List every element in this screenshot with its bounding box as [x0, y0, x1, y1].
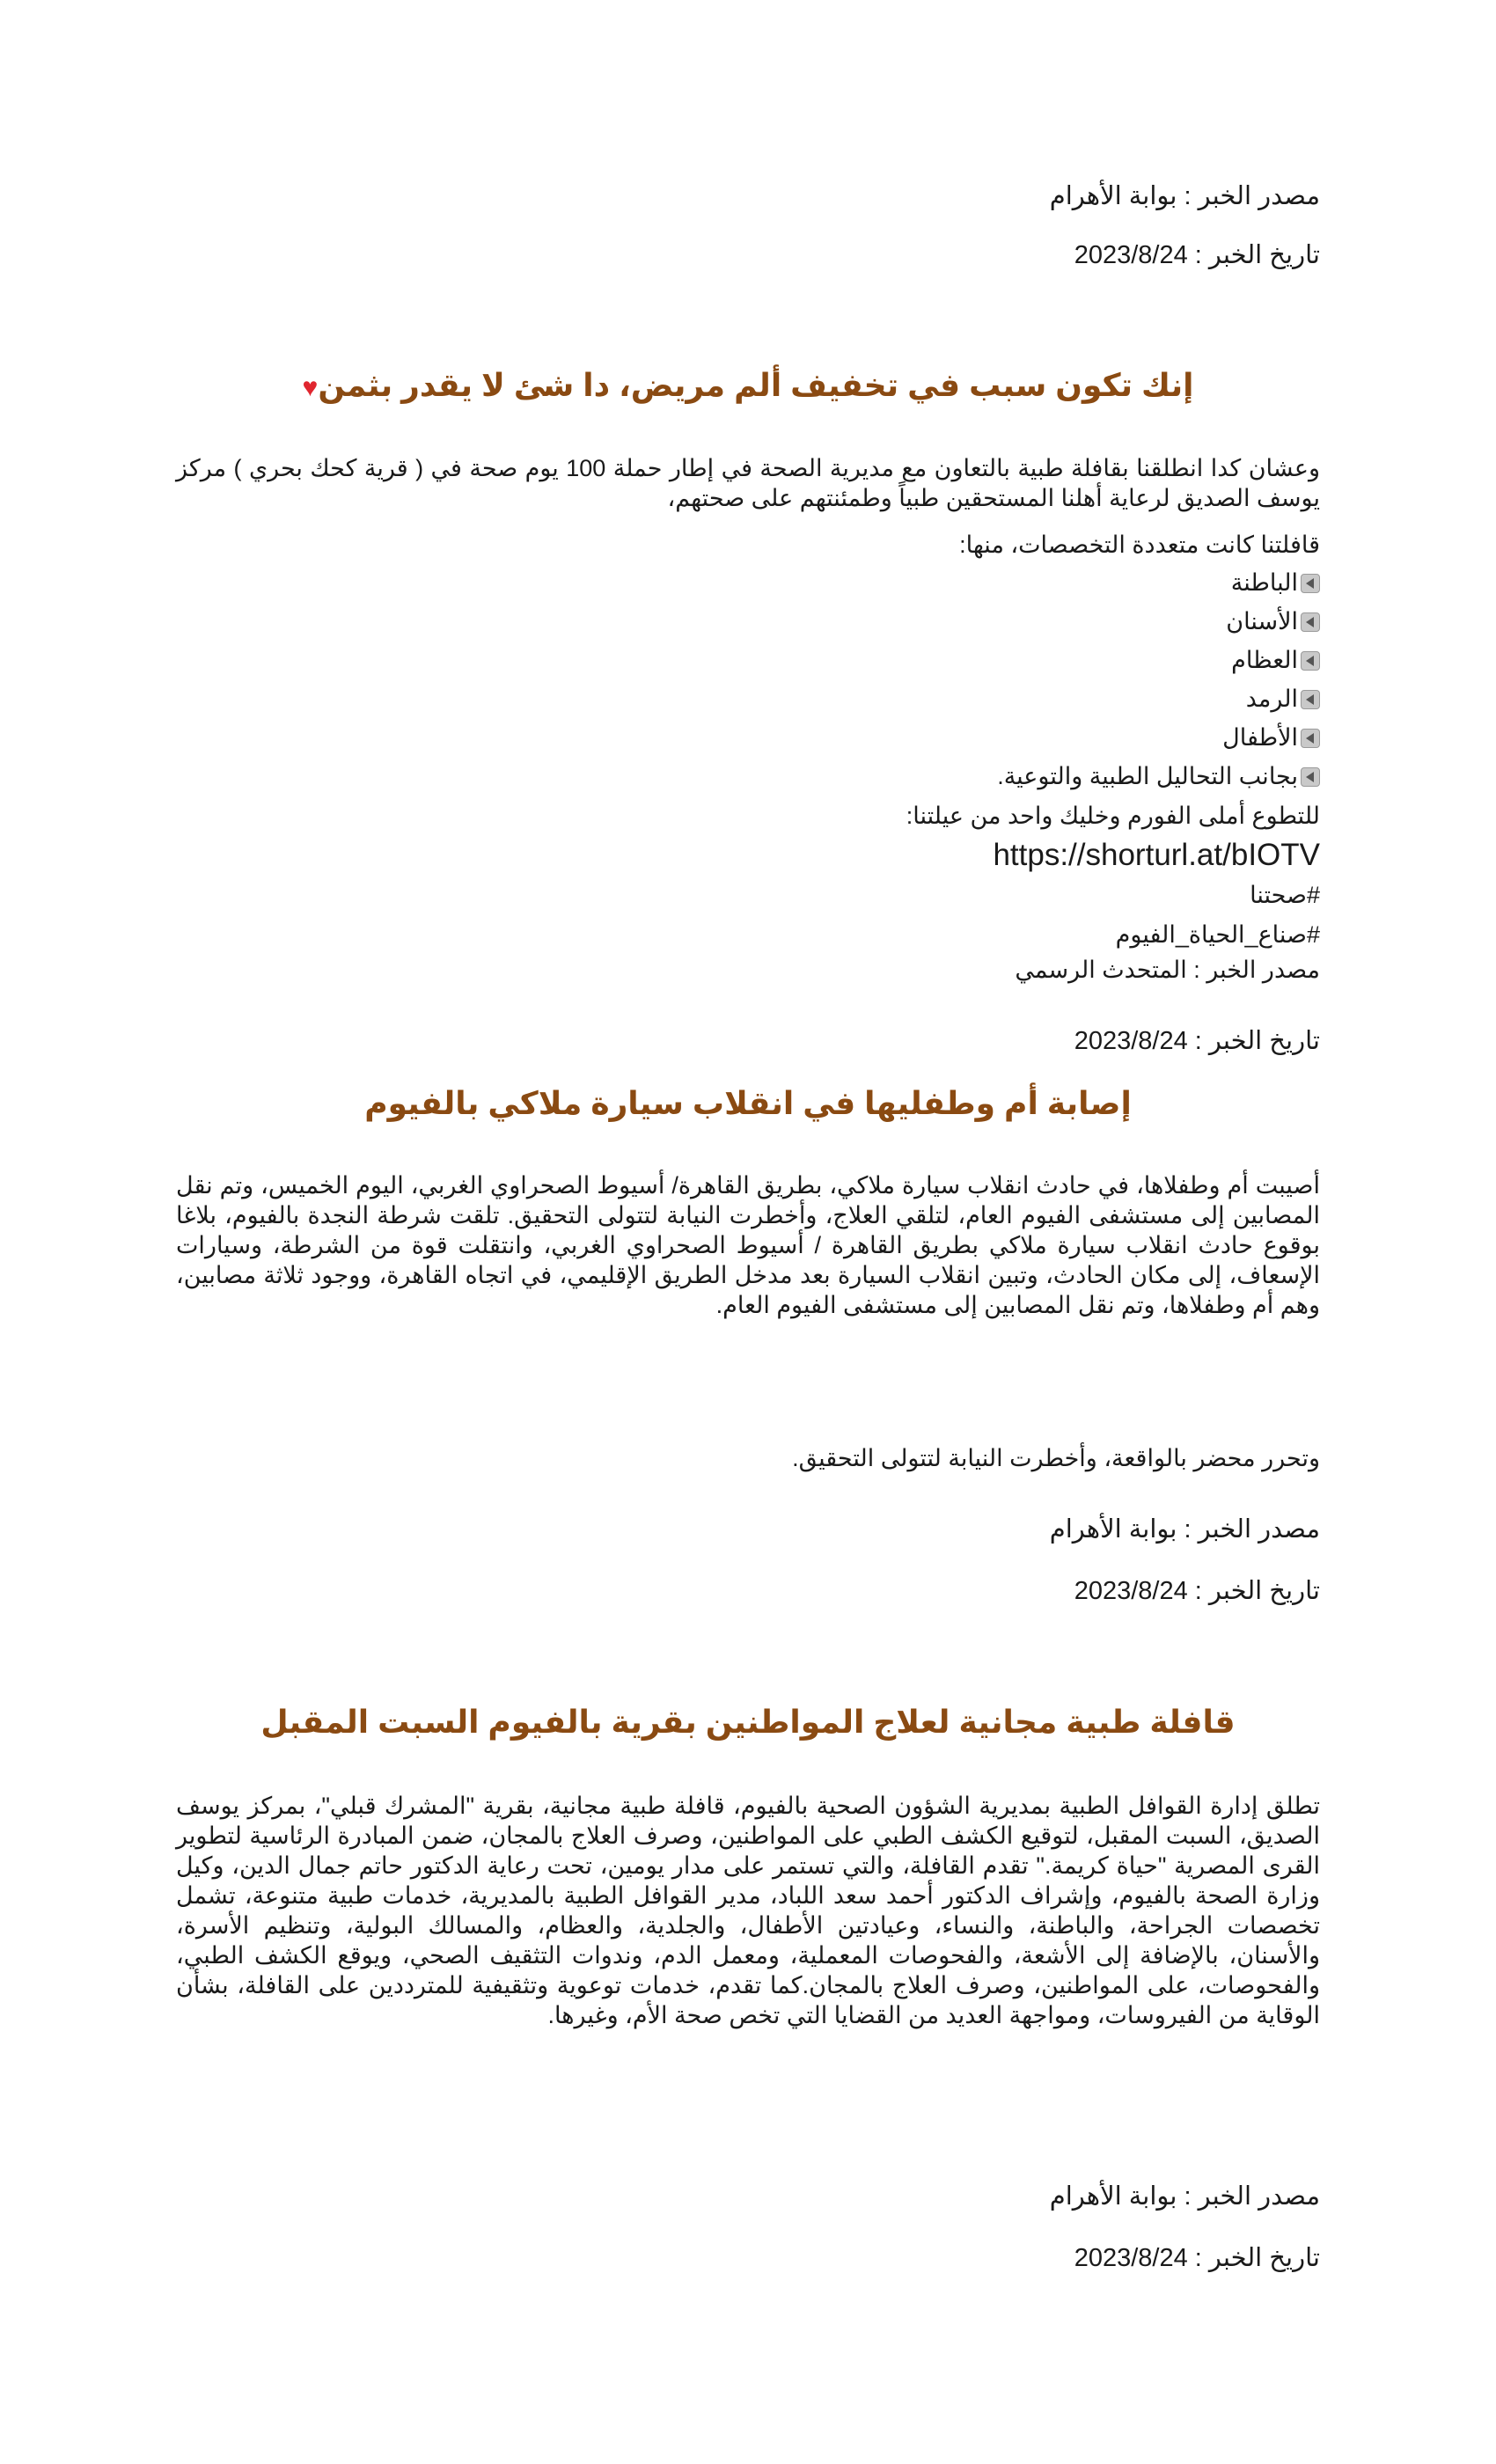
article-2-body: أصيبت أم وطفلاها، في حادث انقلاب سيارة ملاكي، بطريق القاهرة/ أسيوط الصحراوي الغربي، اليوم الخميس، وتم نقل المصابين إلى مستشفى الفيوم العام، لتلقي العلاج، وأخطرت النيابة لتتولى التحقيق. تلقت شرطة النجدة بالفيوم، بلاغا بوقوع حادث انقلاب سيارة ملاكي بطريق القاهرة / أسيوط الصحراوي الغربي، وانتقلت قوة من الشرطة، وسيارات الإسعاف، إلى مكان الحادث، وتبين انقلاب السيارة بعد مدخل الطريق الإقليمي، في اتجاه القاهرة، ووجود ثلاثة مصابين، وهم أم وطفلاها، وتم نقل المصابين إلى مستشفى الفيوم العام.: [176, 1172, 1320, 1318]
article-3-headline: قافلة طبية مجانية لعلاج المواطنين بقرية بالفيوم السبت المقبل: [260, 1704, 1236, 1740]
list-item: الأطفال: [1222, 722, 1320, 752]
list-item: الرمد: [1246, 684, 1320, 714]
document-page: [176, 0, 1320, 2464]
news-date: تاريخ الخبر : 2023/8/24: [1074, 241, 1320, 269]
news-date: تاريخ الخبر : 2023/8/24: [1074, 2244, 1320, 2272]
volunteer-text: للتطوع أملى الفورم وخليك واحد من عيلتنا:: [906, 803, 1320, 829]
reverse-button-icon: [1301, 651, 1320, 671]
reverse-button-icon: [1301, 690, 1320, 709]
article-1-headline: [176, 366, 1320, 407]
article-1-headline-text: إنك تكون سبب في تخفيف ألم مريض، دا شئ لا يقدر بثمن: [318, 367, 1194, 403]
article-2-closing: وتحرر محضر بالواقعة، وأخطرت النيابة لتتولى التحقيق.: [792, 1445, 1320, 1471]
article-3-body: تطلق إدارة القوافل الطبية بمديرية الشؤون الصحية بالفيوم، قافلة طبية مجانية، بقرية "المشرك قبلي"، بمركز يوسف الصديق، السبت المقبل، لتوقيع الكشف الطبي على المواطنين، وصرف العلاج بالمجان، ضمن المبادرة الرئاسية لتطوير القرى المصرية "حياة كريمة." تقدم القافلة، والتي تستمر على مدار يومين، تحت رعاية الدكتور حاتم جمال الدين، وكيل وزارة الصحة بالفيوم، وإشراف الدكتور أحمد سعد اللباد، مدير القوافل الطبية بالمديرية، خدمات طبية متنوعة، تشمل تخصصات الجراحة، والباطنة، والنساء، وعيادتين الأطفال، والجلدية، والعظام، والمسالك البولية، وتنظيم الأسرة، والأسنان، بالإضافة إلى الأشعة، والفحوصات المعملية، ومعمل الدم، وندوات التثقيف الصحي، ويوقع الكشف الطبي، والفحوصات، على المواطنين، وصرف العلاج بالمجان.كما تقدم، خدمات توعوية وتثقيفية للمترددين على القافلة، بشأن الوقاية من الفيروسات، ومواجهة العديد من القضايا التي تخص صحة الأم، وغيرها.: [176, 1793, 1320, 2028]
hashtag[interactable]: #صناع_الحياة_الفيوم: [1115, 921, 1320, 948]
reverse-button-icon: [1301, 729, 1320, 748]
heart-icon: ♥: [302, 373, 319, 402]
list-item: الباطنة: [1231, 568, 1320, 598]
reverse-button-icon: [1301, 612, 1320, 632]
news-date: تاريخ الخبر : 2023/8/24: [1074, 1027, 1320, 1055]
list-item: الأسنان: [1226, 606, 1320, 636]
list-item: بجانب التحاليل الطبية والتوعية.: [997, 761, 1320, 791]
news-source: مصدر الخبر : بوابة الأهرام: [1049, 1515, 1320, 1544]
news-source: مصدر الخبر : بوابة الأهرام: [1049, 182, 1320, 210]
reverse-button-icon: [1301, 767, 1320, 787]
volunteer-form-link[interactable]: https://shorturl.at/bIOTV: [993, 838, 1320, 872]
news-date: تاريخ الخبر : 2023/8/24: [1074, 1577, 1320, 1605]
article-1-specialties-intro: قافلتنا كانت متعددة التخصصات، منها:: [959, 532, 1320, 558]
news-source: مصدر الخبر : بوابة الأهرام: [1049, 2182, 1320, 2211]
news-source: مصدر الخبر : المتحدث الرسمي: [1015, 957, 1320, 983]
article-1-intro: وعشان كدا انطلقنا بقافلة طبية بالتعاون مع مديرية الصحة في إطار حملة 100 يوم صحة في ( قرية كحك بحري ) مركز يوسف الصديق لرعاية أهلنا المستحقين طبياً وطمئنتهم على صحتهم،: [176, 455, 1320, 511]
article-2-headline: إصابة أم وطفليها في انقلاب سيارة ملاكي بالفيوم: [364, 1085, 1132, 1121]
list-item: العظام: [1231, 645, 1320, 675]
reverse-button-icon: [1301, 574, 1320, 593]
hashtag[interactable]: #صحتنا: [1250, 882, 1320, 908]
